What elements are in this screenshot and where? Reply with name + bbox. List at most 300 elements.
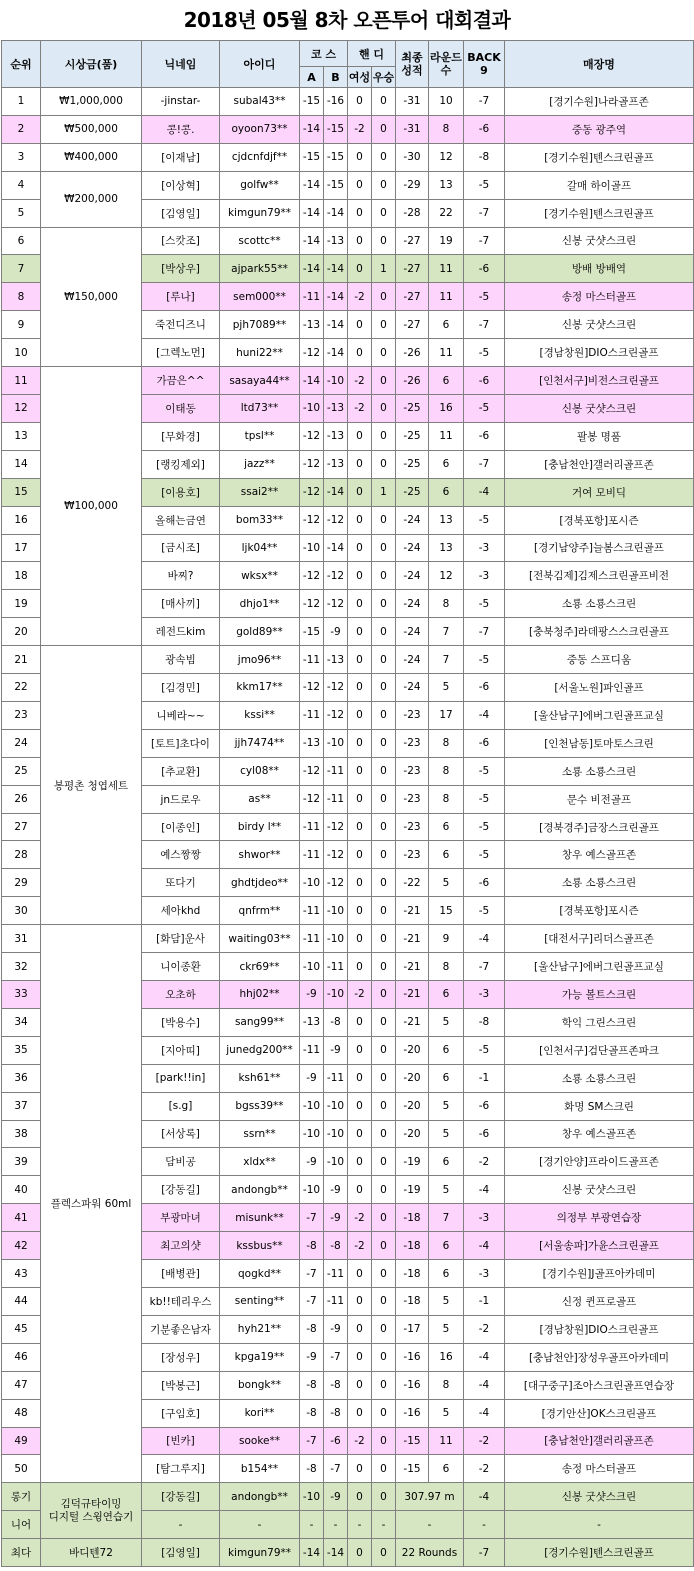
nickname-cell: [서상록] bbox=[142, 1120, 220, 1148]
back9-cell: -5 bbox=[464, 394, 505, 422]
course-b-cell: -12 bbox=[324, 562, 348, 590]
final-score-cell: -19 bbox=[396, 1176, 429, 1204]
result-row bbox=[2, 646, 694, 674]
nickname-cell: 부광마녀 bbox=[142, 1204, 220, 1232]
id-cell: kimgun79** bbox=[220, 199, 300, 227]
nickname-cell: 또다기 bbox=[142, 869, 220, 897]
handicap-win-cell: 0 bbox=[372, 646, 396, 674]
final-score-cell: -24 bbox=[396, 534, 429, 562]
handicap-female-cell: -2 bbox=[348, 1232, 372, 1260]
rounds-cell: 5 bbox=[429, 869, 464, 897]
handicap-female-cell: 0 bbox=[348, 422, 372, 450]
rank-cell: 9 bbox=[2, 311, 41, 339]
final-score-cell: -18 bbox=[396, 1260, 429, 1288]
rounds-cell: 6 bbox=[429, 1260, 464, 1288]
rank-cell: 39 bbox=[2, 1148, 41, 1176]
nearest-label: 니어 bbox=[2, 1511, 41, 1539]
rank-cell: 17 bbox=[2, 534, 41, 562]
handicap-win-cell: 0 bbox=[372, 283, 396, 311]
handicap-win-cell: 0 bbox=[372, 1120, 396, 1148]
prize-cell: ₩100,000 bbox=[41, 367, 142, 646]
rounds-cell: 12 bbox=[429, 143, 464, 171]
course-a-cell: -10 bbox=[300, 534, 324, 562]
final-score-cell: -24 bbox=[396, 562, 429, 590]
id-cell: golfw** bbox=[220, 171, 300, 199]
back9-cell: -4 bbox=[464, 1176, 505, 1204]
handicap-win-cell: 0 bbox=[372, 1287, 396, 1315]
back9-cell: -5 bbox=[464, 590, 505, 618]
course-b-cell: -15 bbox=[324, 115, 348, 143]
back9-cell: -6 bbox=[464, 422, 505, 450]
handicap-female-cell: 0 bbox=[348, 199, 372, 227]
prize-cell: ₩200,000 bbox=[41, 171, 142, 227]
nickname-cell: 바찌? bbox=[142, 562, 220, 590]
store-cell: 신봉 굿샷스크린 bbox=[505, 1176, 694, 1204]
handicap-win-cell: 0 bbox=[372, 171, 396, 199]
back9-cell: -4 bbox=[464, 478, 505, 506]
final-score-cell: -29 bbox=[396, 171, 429, 199]
course-a-cell: -9 bbox=[300, 1148, 324, 1176]
rank-cell: 30 bbox=[2, 897, 41, 925]
rounds-cell: 11 bbox=[429, 283, 464, 311]
handicap-female-cell: 0 bbox=[348, 478, 372, 506]
nickname-cell: 오초하 bbox=[142, 981, 220, 1009]
rank-cell: 50 bbox=[2, 1455, 41, 1483]
store-cell: [경북경주]금장스크린골프 bbox=[505, 813, 694, 841]
handicap-female-cell: 0 bbox=[348, 590, 372, 618]
most-a: -14 bbox=[300, 1539, 324, 1567]
course-b-cell: -11 bbox=[324, 785, 348, 813]
nickname-cell: 죽전디즈니 bbox=[142, 311, 220, 339]
rank-cell: 35 bbox=[2, 1036, 41, 1064]
back9-cell: -5 bbox=[464, 785, 505, 813]
header-back9 bbox=[464, 41, 505, 88]
longest-a: -10 bbox=[300, 1483, 324, 1511]
most-w: 0 bbox=[372, 1539, 396, 1567]
course-a-cell: -10 bbox=[300, 1092, 324, 1120]
course-b-cell: -13 bbox=[324, 450, 348, 478]
back9-cell: -2 bbox=[464, 1315, 505, 1343]
course-b-cell: -9 bbox=[324, 1176, 348, 1204]
back9-cell: -6 bbox=[464, 255, 505, 283]
nickname-cell: 예스짱짱 bbox=[142, 841, 220, 869]
store-cell: [경기수원]나라골프존 bbox=[505, 88, 694, 116]
course-b-cell: -14 bbox=[324, 478, 348, 506]
rank-cell: 40 bbox=[2, 1176, 41, 1204]
nickname-cell: jn드로우 bbox=[142, 785, 220, 813]
back9-cell: -6 bbox=[464, 367, 505, 395]
handicap-female-cell: 0 bbox=[348, 841, 372, 869]
id-cell: b154** bbox=[220, 1455, 300, 1483]
back9-cell: -4 bbox=[464, 925, 505, 953]
course-a-cell: -10 bbox=[300, 1176, 324, 1204]
id-cell: jmo96** bbox=[220, 646, 300, 674]
handicap-win-cell: 0 bbox=[372, 1260, 396, 1288]
handicap-win-cell: 0 bbox=[372, 227, 396, 255]
course-a-cell: -14 bbox=[300, 171, 324, 199]
rank-cell: 5 bbox=[2, 199, 41, 227]
back9-cell: -2 bbox=[464, 1148, 505, 1176]
handicap-female-cell: 0 bbox=[348, 1036, 372, 1064]
final-score-cell: -21 bbox=[396, 897, 429, 925]
page-title: 2018년 05월 8차 오픈투어 대회결과 bbox=[183, 8, 511, 32]
nickname-cell: [박봉근] bbox=[142, 1371, 220, 1399]
id-cell: senting** bbox=[220, 1287, 300, 1315]
nickname-cell: 세아khd bbox=[142, 897, 220, 925]
rounds-cell: 13 bbox=[429, 534, 464, 562]
most-value: 22 Rounds bbox=[396, 1539, 464, 1567]
handicap-female-cell: -2 bbox=[348, 1427, 372, 1455]
header-handicap-win: 우승 bbox=[372, 67, 396, 88]
id-cell: kssbus** bbox=[220, 1232, 300, 1260]
final-score-cell: -20 bbox=[396, 1092, 429, 1120]
header-course-a: A bbox=[300, 67, 324, 88]
store-cell: 신봉 굿샷스크린 bbox=[505, 227, 694, 255]
final-score-cell: -30 bbox=[396, 143, 429, 171]
id-cell: xldx** bbox=[220, 1148, 300, 1176]
nickname-cell: [그렉노먼] bbox=[142, 339, 220, 367]
nickname-cell: 가끔은^^ bbox=[142, 367, 220, 395]
handicap-female-cell: -2 bbox=[348, 394, 372, 422]
rank-cell: 29 bbox=[2, 869, 41, 897]
course-a-cell: -13 bbox=[300, 729, 324, 757]
rank-cell: 36 bbox=[2, 1064, 41, 1092]
back9-cell: -4 bbox=[464, 1399, 505, 1427]
store-cell: [충남천안]장성우골프아카데미 bbox=[505, 1343, 694, 1371]
special-prize-line2: 디지털 스윙연습기 bbox=[48, 1510, 134, 1523]
id-cell: gold89** bbox=[220, 618, 300, 646]
header-final bbox=[396, 41, 429, 88]
rank-cell: 38 bbox=[2, 1120, 41, 1148]
store-cell: [충남천안]갤러리골프존 bbox=[505, 1427, 694, 1455]
longest-store: 신봉 굿샷스크린 bbox=[505, 1483, 694, 1511]
nickname-cell: -jinstar- bbox=[142, 88, 220, 116]
handicap-win-cell: 0 bbox=[372, 339, 396, 367]
course-b-cell: -6 bbox=[324, 1427, 348, 1455]
longest-value: 307.97 m bbox=[396, 1483, 464, 1511]
most-id: kimgun79** bbox=[220, 1539, 300, 1567]
handicap-female-cell: 0 bbox=[348, 1399, 372, 1427]
handicap-female-cell: 0 bbox=[348, 88, 372, 116]
handicap-female-cell: 0 bbox=[348, 618, 372, 646]
handicap-win-cell: 0 bbox=[372, 618, 396, 646]
store-cell: [경북포항]포시즌 bbox=[505, 506, 694, 534]
results-table bbox=[1, 40, 694, 1567]
back9-cell: -4 bbox=[464, 1343, 505, 1371]
store-cell: 창우 예스골프존 bbox=[505, 841, 694, 869]
id-cell: andongb** bbox=[220, 1176, 300, 1204]
handicap-win-cell: 0 bbox=[372, 869, 396, 897]
nickname-cell: 담비공 bbox=[142, 1148, 220, 1176]
handicap-female-cell: 0 bbox=[348, 729, 372, 757]
handicap-female-cell: 0 bbox=[348, 227, 372, 255]
nickname-cell: 콩!콩. bbox=[142, 115, 220, 143]
id-cell: jazz** bbox=[220, 450, 300, 478]
course-b-cell: -14 bbox=[324, 199, 348, 227]
final-score-cell: -21 bbox=[396, 981, 429, 1009]
course-a-cell: -7 bbox=[300, 1204, 324, 1232]
rounds-cell: 19 bbox=[429, 227, 464, 255]
rank-cell: 21 bbox=[2, 646, 41, 674]
back9-cell: -5 bbox=[464, 646, 505, 674]
course-a-cell: -11 bbox=[300, 646, 324, 674]
nickname-cell: 레전드kim bbox=[142, 618, 220, 646]
handicap-win-cell: 0 bbox=[372, 1148, 396, 1176]
store-cell: [대전서구]리더스골프존 bbox=[505, 925, 694, 953]
final-score-cell: -21 bbox=[396, 925, 429, 953]
rounds-cell: 13 bbox=[429, 171, 464, 199]
id-cell: ltd73** bbox=[220, 394, 300, 422]
back9-cell: -3 bbox=[464, 562, 505, 590]
handicap-win-cell: 0 bbox=[372, 1092, 396, 1120]
rounds-cell: 6 bbox=[429, 1036, 464, 1064]
rank-cell: 27 bbox=[2, 813, 41, 841]
special-prize-line1: 김덕규타이밍 bbox=[60, 1497, 122, 1510]
store-cell: 신정 퀸프로골프 bbox=[505, 1287, 694, 1315]
back9-cell: -5 bbox=[464, 339, 505, 367]
nickname-cell: 올해는금연 bbox=[142, 506, 220, 534]
course-b-cell: -11 bbox=[324, 1287, 348, 1315]
handicap-female-cell: 0 bbox=[348, 1092, 372, 1120]
id-cell: jjh7474** bbox=[220, 729, 300, 757]
longest-drive-row bbox=[2, 1483, 694, 1511]
nickname-cell: 광속빔 bbox=[142, 646, 220, 674]
store-cell: 소룡 소룡스크린 bbox=[505, 1064, 694, 1092]
result-row bbox=[2, 925, 694, 953]
most-nick: [김영일] bbox=[142, 1539, 220, 1567]
handicap-win-cell: 0 bbox=[372, 590, 396, 618]
course-b-cell: -10 bbox=[324, 1148, 348, 1176]
rounds-cell: 22 bbox=[429, 199, 464, 227]
store-cell: 중동 스프디움 bbox=[505, 646, 694, 674]
rank-cell: 13 bbox=[2, 422, 41, 450]
final-score-cell: -31 bbox=[396, 88, 429, 116]
rounds-cell: 6 bbox=[429, 1455, 464, 1483]
course-b-cell: -9 bbox=[324, 618, 348, 646]
rank-cell: 16 bbox=[2, 506, 41, 534]
back9-cell: -5 bbox=[464, 283, 505, 311]
id-cell: wksx** bbox=[220, 562, 300, 590]
header-id: 아이디 bbox=[220, 41, 300, 88]
handicap-female-cell: 0 bbox=[348, 869, 372, 897]
header-rounds-line1: 라운드 bbox=[430, 51, 462, 64]
special-awards bbox=[2, 1483, 694, 1567]
course-b-cell: -14 bbox=[324, 255, 348, 283]
course-b-cell: -14 bbox=[324, 311, 348, 339]
back9-cell: -8 bbox=[464, 143, 505, 171]
results-body bbox=[2, 88, 694, 1483]
prize-cell: ₩500,000 bbox=[41, 115, 142, 143]
course-b-cell: -10 bbox=[324, 367, 348, 395]
final-score-cell: -23 bbox=[396, 785, 429, 813]
result-row bbox=[2, 115, 694, 143]
back9-cell: -3 bbox=[464, 1204, 505, 1232]
course-b-cell: -14 bbox=[324, 534, 348, 562]
store-cell: 의정부 부광연습장 bbox=[505, 1204, 694, 1232]
course-a-cell: -15 bbox=[300, 618, 324, 646]
rounds-cell: 8 bbox=[429, 590, 464, 618]
handicap-win-cell: 0 bbox=[372, 897, 396, 925]
store-cell: [대구중구]조아스크린골프연습장 bbox=[505, 1371, 694, 1399]
header-back9-line2: 9 bbox=[480, 64, 488, 77]
rounds-cell: 6 bbox=[429, 478, 464, 506]
prize-cell: ₩400,000 bbox=[41, 143, 142, 171]
handicap-win-cell: 0 bbox=[372, 506, 396, 534]
final-score-cell: -16 bbox=[396, 1371, 429, 1399]
back9-cell: -8 bbox=[464, 1008, 505, 1036]
header-nickname: 닉네임 bbox=[142, 41, 220, 88]
id-cell: ljk04** bbox=[220, 534, 300, 562]
rank-cell: 24 bbox=[2, 729, 41, 757]
handicap-female-cell: 0 bbox=[348, 562, 372, 590]
store-cell: 학익 그린스크린 bbox=[505, 1008, 694, 1036]
course-b-cell: -10 bbox=[324, 729, 348, 757]
handicap-win-cell: 0 bbox=[372, 311, 396, 339]
rank-cell: 25 bbox=[2, 757, 41, 785]
course-b-cell: -11 bbox=[324, 953, 348, 981]
course-a-cell: -11 bbox=[300, 841, 324, 869]
longest-w: 0 bbox=[372, 1483, 396, 1511]
back9-cell: -5 bbox=[464, 813, 505, 841]
rank-cell: 18 bbox=[2, 562, 41, 590]
id-cell: pjh7089** bbox=[220, 311, 300, 339]
rounds-cell: 5 bbox=[429, 674, 464, 702]
nickname-cell: [루나] bbox=[142, 283, 220, 311]
back9-cell: -7 bbox=[464, 88, 505, 116]
handicap-female-cell: 0 bbox=[348, 1287, 372, 1315]
longest-id: andongb** bbox=[220, 1483, 300, 1511]
nickname-cell: [이종인] bbox=[142, 813, 220, 841]
store-cell: 중동 광주역 bbox=[505, 115, 694, 143]
handicap-win-cell: 0 bbox=[372, 367, 396, 395]
nickname-cell: [김영일] bbox=[142, 199, 220, 227]
prize-cell: ₩150,000 bbox=[41, 227, 142, 367]
course-a-cell: -12 bbox=[300, 590, 324, 618]
most-rounds-row bbox=[2, 1539, 694, 1567]
final-score-cell: -19 bbox=[396, 1148, 429, 1176]
handicap-female-cell: 0 bbox=[348, 1148, 372, 1176]
rank-cell: 1 bbox=[2, 88, 41, 116]
nickname-cell: 니이종환 bbox=[142, 953, 220, 981]
longest-f: 0 bbox=[348, 1483, 372, 1511]
id-cell: bom33** bbox=[220, 506, 300, 534]
rounds-cell: 6 bbox=[429, 841, 464, 869]
id-cell: hhj02** bbox=[220, 981, 300, 1009]
rank-cell: 12 bbox=[2, 394, 41, 422]
course-a-cell: -12 bbox=[300, 478, 324, 506]
course-b-cell: -9 bbox=[324, 1204, 348, 1232]
course-b-cell: -13 bbox=[324, 227, 348, 255]
header-handicap: 핸 디 bbox=[348, 41, 396, 67]
course-a-cell: -10 bbox=[300, 869, 324, 897]
handicap-female-cell: 0 bbox=[348, 339, 372, 367]
nearest-w: - bbox=[372, 1511, 396, 1539]
rank-cell: 49 bbox=[2, 1427, 41, 1455]
final-score-cell: -27 bbox=[396, 311, 429, 339]
rank-cell: 44 bbox=[2, 1287, 41, 1315]
store-cell: [경남창원]DIO스크린골프 bbox=[505, 339, 694, 367]
rounds-cell: 13 bbox=[429, 506, 464, 534]
handicap-win-cell: 0 bbox=[372, 1232, 396, 1260]
rounds-cell: 11 bbox=[429, 1427, 464, 1455]
id-cell: ajpark55** bbox=[220, 255, 300, 283]
rounds-cell: 11 bbox=[429, 339, 464, 367]
back9-cell: -4 bbox=[464, 1371, 505, 1399]
most-f: 0 bbox=[348, 1539, 372, 1567]
course-b-cell: -10 bbox=[324, 981, 348, 1009]
course-b-cell: -13 bbox=[324, 394, 348, 422]
rank-cell: 41 bbox=[2, 1204, 41, 1232]
id-cell: bongk** bbox=[220, 1371, 300, 1399]
rounds-cell: 7 bbox=[429, 618, 464, 646]
course-b-cell: -13 bbox=[324, 422, 348, 450]
course-a-cell: -15 bbox=[300, 143, 324, 171]
nickname-cell: [매사끼] bbox=[142, 590, 220, 618]
handicap-female-cell: -2 bbox=[348, 367, 372, 395]
rank-cell: 15 bbox=[2, 478, 41, 506]
rank-cell: 37 bbox=[2, 1092, 41, 1120]
nickname-cell: [화담]운사 bbox=[142, 925, 220, 953]
handicap-win-cell: 0 bbox=[372, 785, 396, 813]
store-cell: [경기수원]텐스크린골프 bbox=[505, 199, 694, 227]
handicap-female-cell: 0 bbox=[348, 1120, 372, 1148]
back9-cell: -5 bbox=[464, 841, 505, 869]
rounds-cell: 6 bbox=[429, 1148, 464, 1176]
back9-cell: -7 bbox=[464, 311, 505, 339]
course-a-cell: -12 bbox=[300, 757, 324, 785]
id-cell: as** bbox=[220, 785, 300, 813]
course-a-cell: -11 bbox=[300, 813, 324, 841]
store-cell: 소룡 소룡스크린 bbox=[505, 590, 694, 618]
id-cell: kpga19** bbox=[220, 1343, 300, 1371]
handicap-female-cell: 0 bbox=[348, 506, 372, 534]
final-score-cell: -27 bbox=[396, 227, 429, 255]
store-cell: 신봉 굿샷스크린 bbox=[505, 394, 694, 422]
nickname-cell: [토트]초다이 bbox=[142, 729, 220, 757]
rank-cell: 31 bbox=[2, 925, 41, 953]
id-cell: scottc** bbox=[220, 227, 300, 255]
id-cell: misunk** bbox=[220, 1204, 300, 1232]
back9-cell: -6 bbox=[464, 729, 505, 757]
final-score-cell: -27 bbox=[396, 255, 429, 283]
course-b-cell: -8 bbox=[324, 1232, 348, 1260]
handicap-female-cell: 0 bbox=[348, 1371, 372, 1399]
handicap-female-cell: 0 bbox=[348, 450, 372, 478]
rounds-cell: 12 bbox=[429, 562, 464, 590]
back9-cell: -7 bbox=[464, 618, 505, 646]
final-score-cell: -15 bbox=[396, 1427, 429, 1455]
back9-cell: -6 bbox=[464, 1092, 505, 1120]
course-a-cell: -8 bbox=[300, 1399, 324, 1427]
store-cell: [인천서구]비전스크린골프 bbox=[505, 367, 694, 395]
id-cell: ckr69** bbox=[220, 953, 300, 981]
special-prize bbox=[41, 1483, 142, 1539]
course-a-cell: -14 bbox=[300, 367, 324, 395]
handicap-female-cell: 0 bbox=[348, 813, 372, 841]
rounds-cell: 6 bbox=[429, 311, 464, 339]
store-cell: [인천서구]검단골프존파크 bbox=[505, 1036, 694, 1064]
final-score-cell: -22 bbox=[396, 869, 429, 897]
course-b-cell: -12 bbox=[324, 869, 348, 897]
handicap-female-cell: 0 bbox=[348, 674, 372, 702]
handicap-female-cell: 0 bbox=[348, 143, 372, 171]
rank-cell: 28 bbox=[2, 841, 41, 869]
final-score-cell: -18 bbox=[396, 1232, 429, 1260]
course-b-cell: -11 bbox=[324, 1260, 348, 1288]
back9-cell: -3 bbox=[464, 534, 505, 562]
back9-cell: -7 bbox=[464, 450, 505, 478]
rank-cell: 34 bbox=[2, 1008, 41, 1036]
